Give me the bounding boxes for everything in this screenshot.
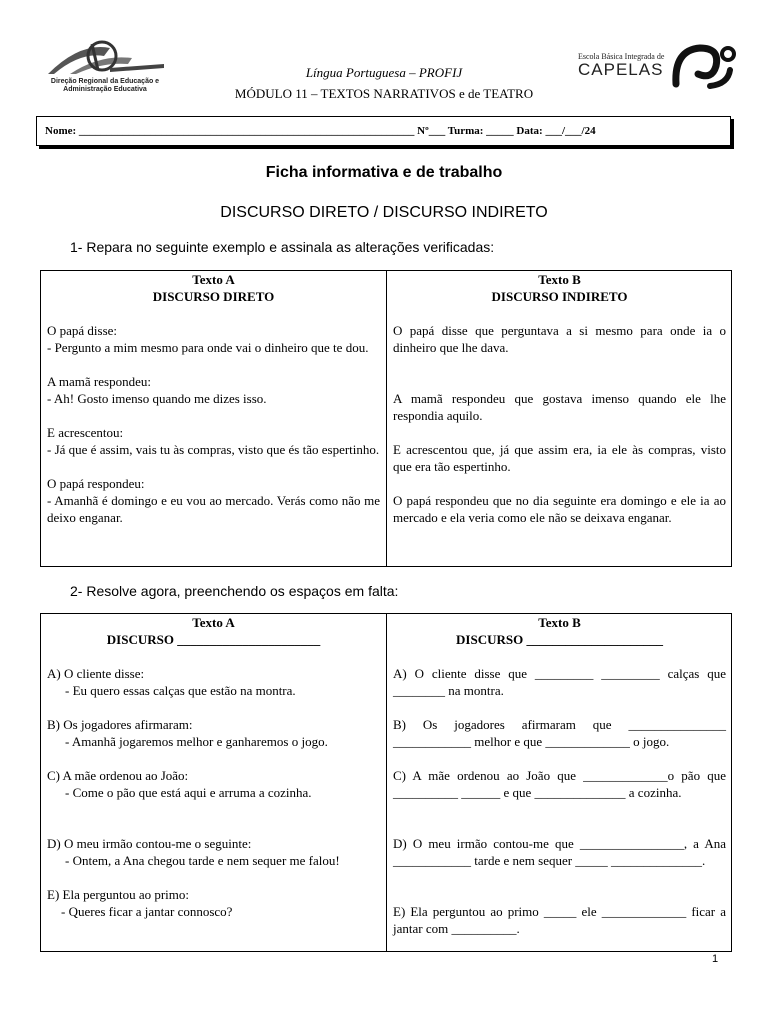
text-b-title: Texto B <box>538 272 581 287</box>
text-a-type: DISCURSO DIRETO <box>152 289 275 304</box>
school-logo-small-text: Escola Básica Integrada de <box>578 52 665 61</box>
page-number: 1 <box>712 953 719 965</box>
exercise-a-type: DISCURSO ______________________ <box>106 632 321 647</box>
exercise-a-line: - Eu quero essas calças que estão na montra. <box>65 683 296 698</box>
text-b-type: DISCURSO INDIRETO <box>491 289 628 304</box>
exercise-a-line: - Ontem, a Ana chegou tarde e nem sequer me falou! <box>65 853 340 868</box>
question-1: 1- Repara no seguinte exemplo e assinala as alterações verificadas: <box>70 239 495 255</box>
exercise-a-line: E) Ela perguntou ao primo: <box>47 887 190 902</box>
example-a-line: - Já que é assim, vais tu às compras, visto que és tão espertinho. <box>47 442 380 457</box>
exercise-b-column <box>386 614 732 951</box>
example-b-line: A mamã respondeu que gostava imenso quando ele lhe respondia aquilo. <box>393 391 726 423</box>
example-b-line: E acrescentou que, já que assim era, ia ele às compras, visto que era tão espertinho. <box>393 442 726 474</box>
text-a-title: Texto A <box>192 272 235 287</box>
student-info-box <box>36 116 731 146</box>
page-title: Ficha informativa e de trabalho <box>265 164 503 181</box>
exercise-b-line: D) O meu irmão contou-me que ________________, a Ana ____________ tarde e nem sequer _____ ______________. <box>393 836 726 868</box>
school-logo-name: CAPELAS <box>578 60 664 79</box>
exercise-a-line: D) O meu irmão contou-me o seguinte: <box>47 836 252 851</box>
regional-education-caption: Direção Regional da Educação e Administração Educativa <box>50 78 160 93</box>
exercise-a-line: C) A mãe ordenou ao João: <box>47 768 189 783</box>
exercise-a-line: B) Os jogadores afirmaram: <box>47 717 193 732</box>
module-heading: MÓDULO 11 – TEXTOS NARRATIVOS e de TEATRO <box>234 86 534 101</box>
exercise-a-line: - Amanhã jogaremos melhor e ganharemos o jogo. <box>65 734 328 749</box>
exercise-a-column <box>41 614 386 951</box>
example-a-line: A mamã respondeu: <box>47 374 151 389</box>
page-subtitle: DISCURSO DIRETO / DISCURSO INDIRETO <box>220 204 548 221</box>
exercise-b-line: E) Ela perguntou ao primo _____ ele _____________ ficar a jantar com __________. <box>393 904 726 936</box>
example-a-line: E acrescentou: <box>47 425 124 440</box>
exercise-a-line: A) O cliente disse: <box>47 666 145 681</box>
example-a-line: O papá respondeu: <box>47 476 145 491</box>
exercise-b-title: Texto B <box>538 615 581 630</box>
exercise-a-title: Texto A <box>192 615 235 630</box>
question-2: 2- Resolve agora, preenchendo os espaços em falta: <box>70 583 399 599</box>
text-a-column <box>41 271 386 566</box>
exercise-a-line: - Queres ficar a jantar connosco? <box>61 904 233 919</box>
exercise-b-line: C) A mãe ordenou ao João que _____________o pão que __________ ______ e que ______________ a cozinha. <box>393 768 726 800</box>
exercise-table <box>40 613 732 952</box>
exercise-a-line: - Come o pão que está aqui e arruma a cozinha. <box>65 785 312 800</box>
example-table <box>40 270 732 567</box>
example-a-line: O papá disse: <box>47 323 118 338</box>
example-b-line: O papá respondeu que no dia seguinte era domingo e ele ia ao mercado e ela veria como ele não se deixava enganar. <box>393 493 726 525</box>
exercise-b-line: B) Os jogadores afirmaram que _______________ ____________ melhor e que _____________ o jogo. <box>393 717 726 749</box>
example-a-line: - Pergunto a mim mesmo para onde vai o dinheiro que te dou. <box>47 340 369 355</box>
text-b-column <box>386 271 732 566</box>
example-a-line: - Amanhã é domingo e eu vou ao mercado. Verás como não me deixo enganar. <box>47 493 380 525</box>
example-a-line: - Ah! Gosto imenso quando me dizes isso. <box>47 391 267 406</box>
example-b-line: O papá disse que perguntava a si mesmo para onde ia o dinheiro que lhe dava. <box>393 323 726 355</box>
student-info-line: Nome: _____________________________________________________________ Nº___ Turma: _____ Data: ___/___/24 <box>45 125 596 137</box>
regional-education-logo <box>40 34 170 94</box>
subject-heading: Língua Portuguesa – PROFIJ <box>305 65 463 80</box>
exercise-b-type: DISCURSO _____________________ <box>456 632 663 647</box>
exercise-b-line: A) O cliente disse que _________ _________ calças que ________ na montra. <box>393 666 726 698</box>
